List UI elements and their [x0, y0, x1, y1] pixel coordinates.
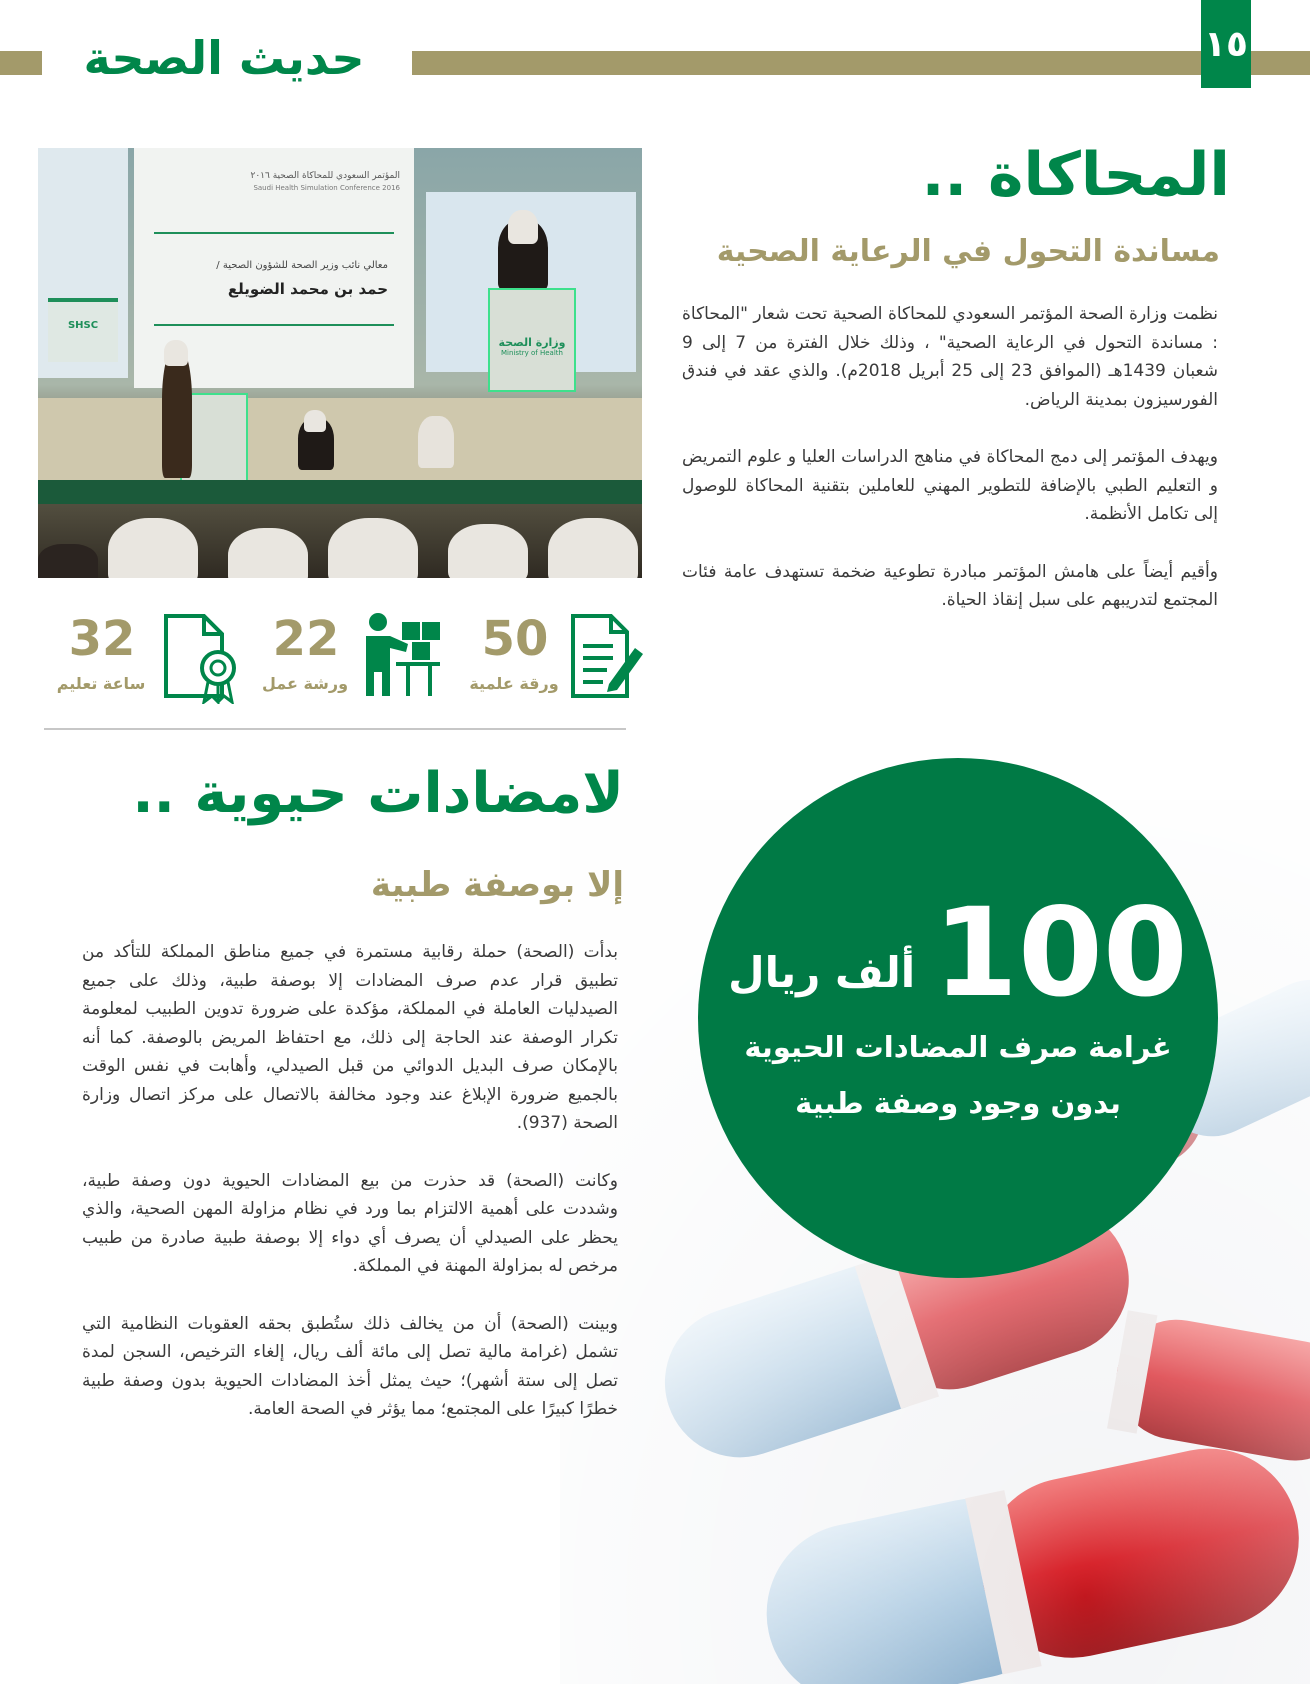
article1-title: المحاكاة ..: [921, 140, 1230, 210]
photo-audience: [228, 528, 308, 578]
photo-podium-on-screen: [488, 288, 576, 392]
article1-body: [682, 300, 1218, 644]
certificate-icon: [160, 612, 244, 704]
document-pen-icon: [565, 612, 645, 700]
stat-label: ساعة تعليم: [56, 674, 146, 693]
stat-scientific-papers: [455, 608, 645, 704]
article2-title: لامضادات حيوية ..: [132, 761, 624, 826]
stat-value: 32: [68, 611, 136, 667]
stat-value: 50: [481, 611, 549, 667]
photo-audience: [548, 518, 638, 578]
article1-paragraph: نظمت وزارة الصحة المؤتمر السعودي للمحاكاة الصحية تحت شعار "المحاكاة : مساندة التحول في الرعاية الصحية" ، وذلك خلال الفترة من 7 إلى 9 شعبان 1439هـ (الموافق 23 إلى 25 أبريل 2018م). والذي عقد في فندق الفورسيزون بمدينة الرياض.: [682, 304, 1218, 410]
photo-audience: [108, 518, 198, 578]
fine-amount-row: [698, 882, 1218, 1024]
stat-label: ورقة علمية: [469, 674, 559, 693]
screen-rule: [154, 324, 394, 326]
stat-value: 22: [272, 611, 340, 667]
article2-paragraph: وبينت (الصحة) أن من يخالف ذلك ستُطبق بحقه العقوبات النظامية التي تشمل (غرامة مالية تصل إلى مائة ألف ريال، إلغاء الترخيص، السجن لمدة تصل إلى ستة أشهر)؛ حيث يمثل أخذ المضادات الحيوية بدون وصفة طبية خطرًا كبيرًا على المجتمع؛ مما يؤثر في الصحة العامة.: [82, 1313, 618, 1419]
presenter-board-icon: [356, 612, 444, 700]
screen-heading: المؤتمر السعودي للمحاكاة الصحية ٢٠١٦: [250, 171, 400, 181]
page-number: ١٥: [1201, 0, 1251, 88]
screen-speaker-title: معالي نائب وزير الصحة للشؤون الصحية /: [216, 260, 388, 271]
photo-logo-sign: [48, 298, 118, 362]
article1-paragraph: وأقيم أيضاً على هامش المؤتمر مبادرة تطوعية ضخمة تستهدف عامة فئات المجتمع لتدريبهم على سبل إنقاذ الحياة.: [682, 561, 1218, 610]
article2-paragraph: وكانت (الصحة) قد حذرت من بيع المضادات الحيوية دون وصفة طبية، وشددت على أهمية الالتزام بما ورد في نظام مزاولة المهن الصحية، والذي يحظر على الصيدلي أن يصرف أي دواء إلا بوصفة طبية صادرة من طبيب مرخص له بمزاولة المهنة في المملكة.: [82, 1170, 618, 1276]
article2-subtitle: إلا بوصفة طبية: [370, 865, 624, 905]
sign-label: SHSC: [67, 320, 99, 331]
photo-ghutra: [508, 210, 538, 244]
photo-audience: [328, 518, 418, 578]
photo-ghutra: [304, 410, 326, 432]
photo-stage-backdrop: [38, 398, 642, 488]
fine-unit: ألف ريال: [728, 948, 916, 997]
conference-photo: [38, 148, 642, 578]
fine-amount: 100: [933, 882, 1188, 1024]
header-rule-left: [0, 51, 42, 75]
magazine-masthead: حديث الصحة: [83, 31, 365, 85]
photo-ghutra: [164, 340, 188, 366]
podium-label: وزارة الصحة: [498, 336, 566, 349]
screen-rule: [154, 232, 394, 234]
screen-speaker-name: حمد بن محمد الضويلع: [227, 280, 388, 298]
stat-workshops: [254, 608, 444, 704]
photo-stage-front: [38, 480, 642, 504]
photo-standing-speaker: [162, 348, 192, 478]
section-divider: [44, 728, 626, 730]
article1-subtitle: مساندة التحول في الرعاية الصحية: [716, 234, 1220, 269]
fine-description-line-1: غرامة صرف المضادات الحيوية: [744, 1030, 1172, 1064]
podium-label-en: Ministry of Health: [501, 349, 563, 357]
article2-paragraph: بدأت (الصحة) حملة رقابية مستمرة في جميع مناطق المملكة للتأكد من تطبيق قرار عدم صرف المضادات إلا بوصفة طبية، وذلك على جميع الصيدليات العاملة في المملكة، مؤكدة على ضرورة تدوين الطبيب لمعلومة تكرار الوصفة عند الحاجة إلى ذلك، مع احتفاظ المريض بالوصفة. كما أنه بالإمكان صرف البديل الدوائي من قبل الصيدلي، وأهابت في نفس الوقت بالجميع ضرورة الإبلاغ عند وجود مخالفة بالاتصال على مركز اتصال وزارة الصحة (937).: [82, 942, 618, 1133]
article2-body: [82, 938, 618, 1453]
screen-heading-en: Saudi Health Simulation Conference 2016: [253, 184, 400, 192]
photo-audience: [448, 524, 528, 578]
stat-teaching-hours: [44, 608, 244, 704]
photo-audience: [38, 544, 98, 578]
header-rule-right: [412, 51, 1310, 75]
fine-description-line-2: بدون وجود وصفة طبية: [795, 1086, 1121, 1120]
article1-paragraph: ويهدف المؤتمر إلى دمج المحاكاة في مناهج الدراسات العليا و علوم التمريض و التعليم الطبي بالإضافة للتطوير المهني للعاملين بتقنية المحاكاة للوصول إلى تكامل الأنظمة.: [682, 447, 1218, 524]
stat-label: ورشة عمل: [261, 674, 349, 693]
photo-panelist: [418, 416, 454, 468]
